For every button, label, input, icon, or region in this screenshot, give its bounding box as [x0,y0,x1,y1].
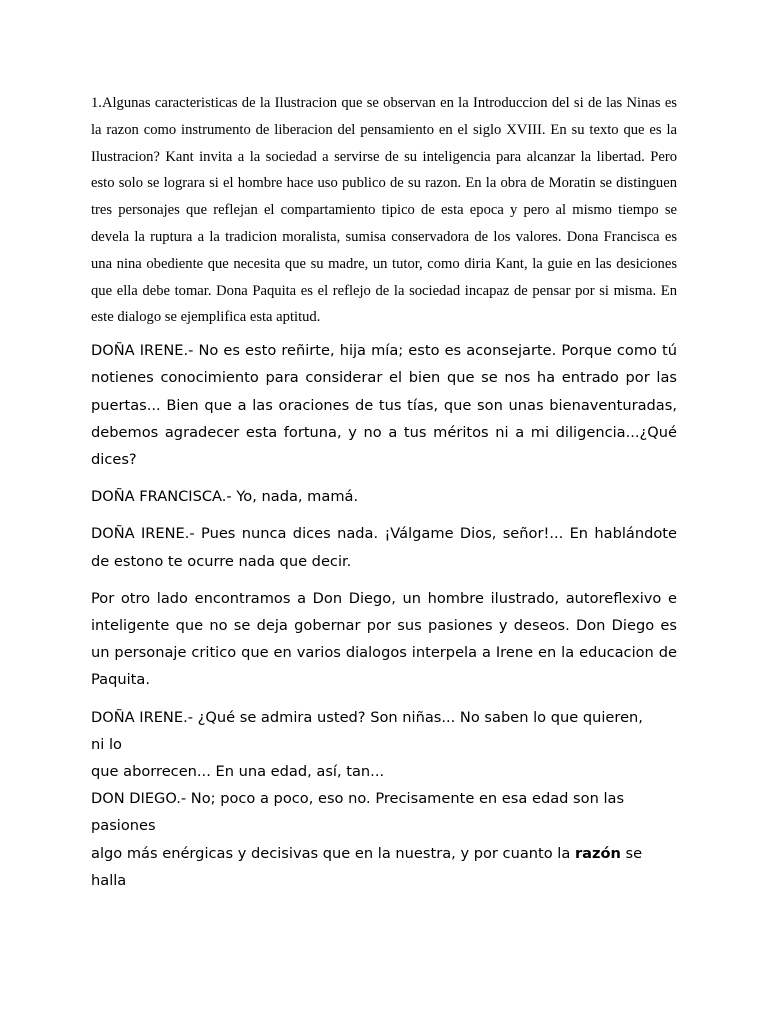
document-page [91,90,677,894]
dialogue-line: pasiones [91,817,156,835]
quote-francisca-1: DOÑA FRANCISCA.- Yo, nada, mamá. [91,488,359,506]
dialogue-text: se [620,844,643,862]
dialogue-block [91,704,677,894]
dialogue-text: algo más enérgicas y decisivas que en la nuestra, y por cuanto la [91,844,575,862]
intro-paragraph: 1.Algunas caracteristicas de la Ilustracion que se observan en la Introduccion del si de las Ninas es la razon como instrumento de liberacion del pensamiento en el siglo XVIII. En su texto que es la Ilustracion? Kant invita a la sociedad a servirse de su inteligencia para alcanzar la libertad. Pero esto solo se lograra si el hombre hace uso publico de su razon. En la obra de Moratin se distinguen tres personajes que reflejan el compartamiento tipico de esta epoca y pero al mismo tiempo se devela la ruptura a la tradicion moralista, sumisa conservadora de los valores. Dona Francisca es una nina obediente que necesita que su madre, un tutor, como diria Kant, la guie en las desiciones que ella debe tomar. Dona Paquita es el reflejo de la sociedad incapaz de pensar por si misma. En este dialogo se ejemplifica esta aptitud. [91,95,677,326]
dialogue-line: halla [91,871,127,889]
quote-irene-1: DOÑA IRENE.- No es esto reñirte, hija mía; esto es aconsejarte. Porque como tú notienes conocimiento para considerar el bien que se nos ha entrado por las puertas... Bien que a las oraciones de tus tías, que son unas bienaventuradas, debemos agradecer esta fortuna, y no a tus méritos ni a mi diligencia...¿Qué dices? [91,342,677,468]
dialogue-line: DON DIEGO.- No; poco a poco, eso no. Precisamente en esa edad son las [91,790,625,808]
dialogue-line: DOÑA IRENE.- ¿Qué se admira usted? Son niñas... No saben lo que quieren, [91,708,643,726]
quote-irene-2: DOÑA IRENE.- Pues nunca dices nada. ¡Válgame Dios, señor!... En hablándote de estono te ocurre nada que decir. [91,525,677,570]
bold-word-razon: razón [574,844,621,862]
commentary-paragraph: Por otro lado encontramos a Don Diego, un hombre ilustrado, autoreflexivo e inteligente que no se deja gobernar por sus pasiones y deseos. Don Diego es un personaje critico que en varios dialogos interpela a Irene en la educacion de Paquita. [91,589,677,689]
dialogue-line: ni lo [91,735,122,753]
dialogue-line: que aborrecen... En una edad, así, tan... [91,763,385,781]
dialogue-line-with-bold [91,840,677,867]
